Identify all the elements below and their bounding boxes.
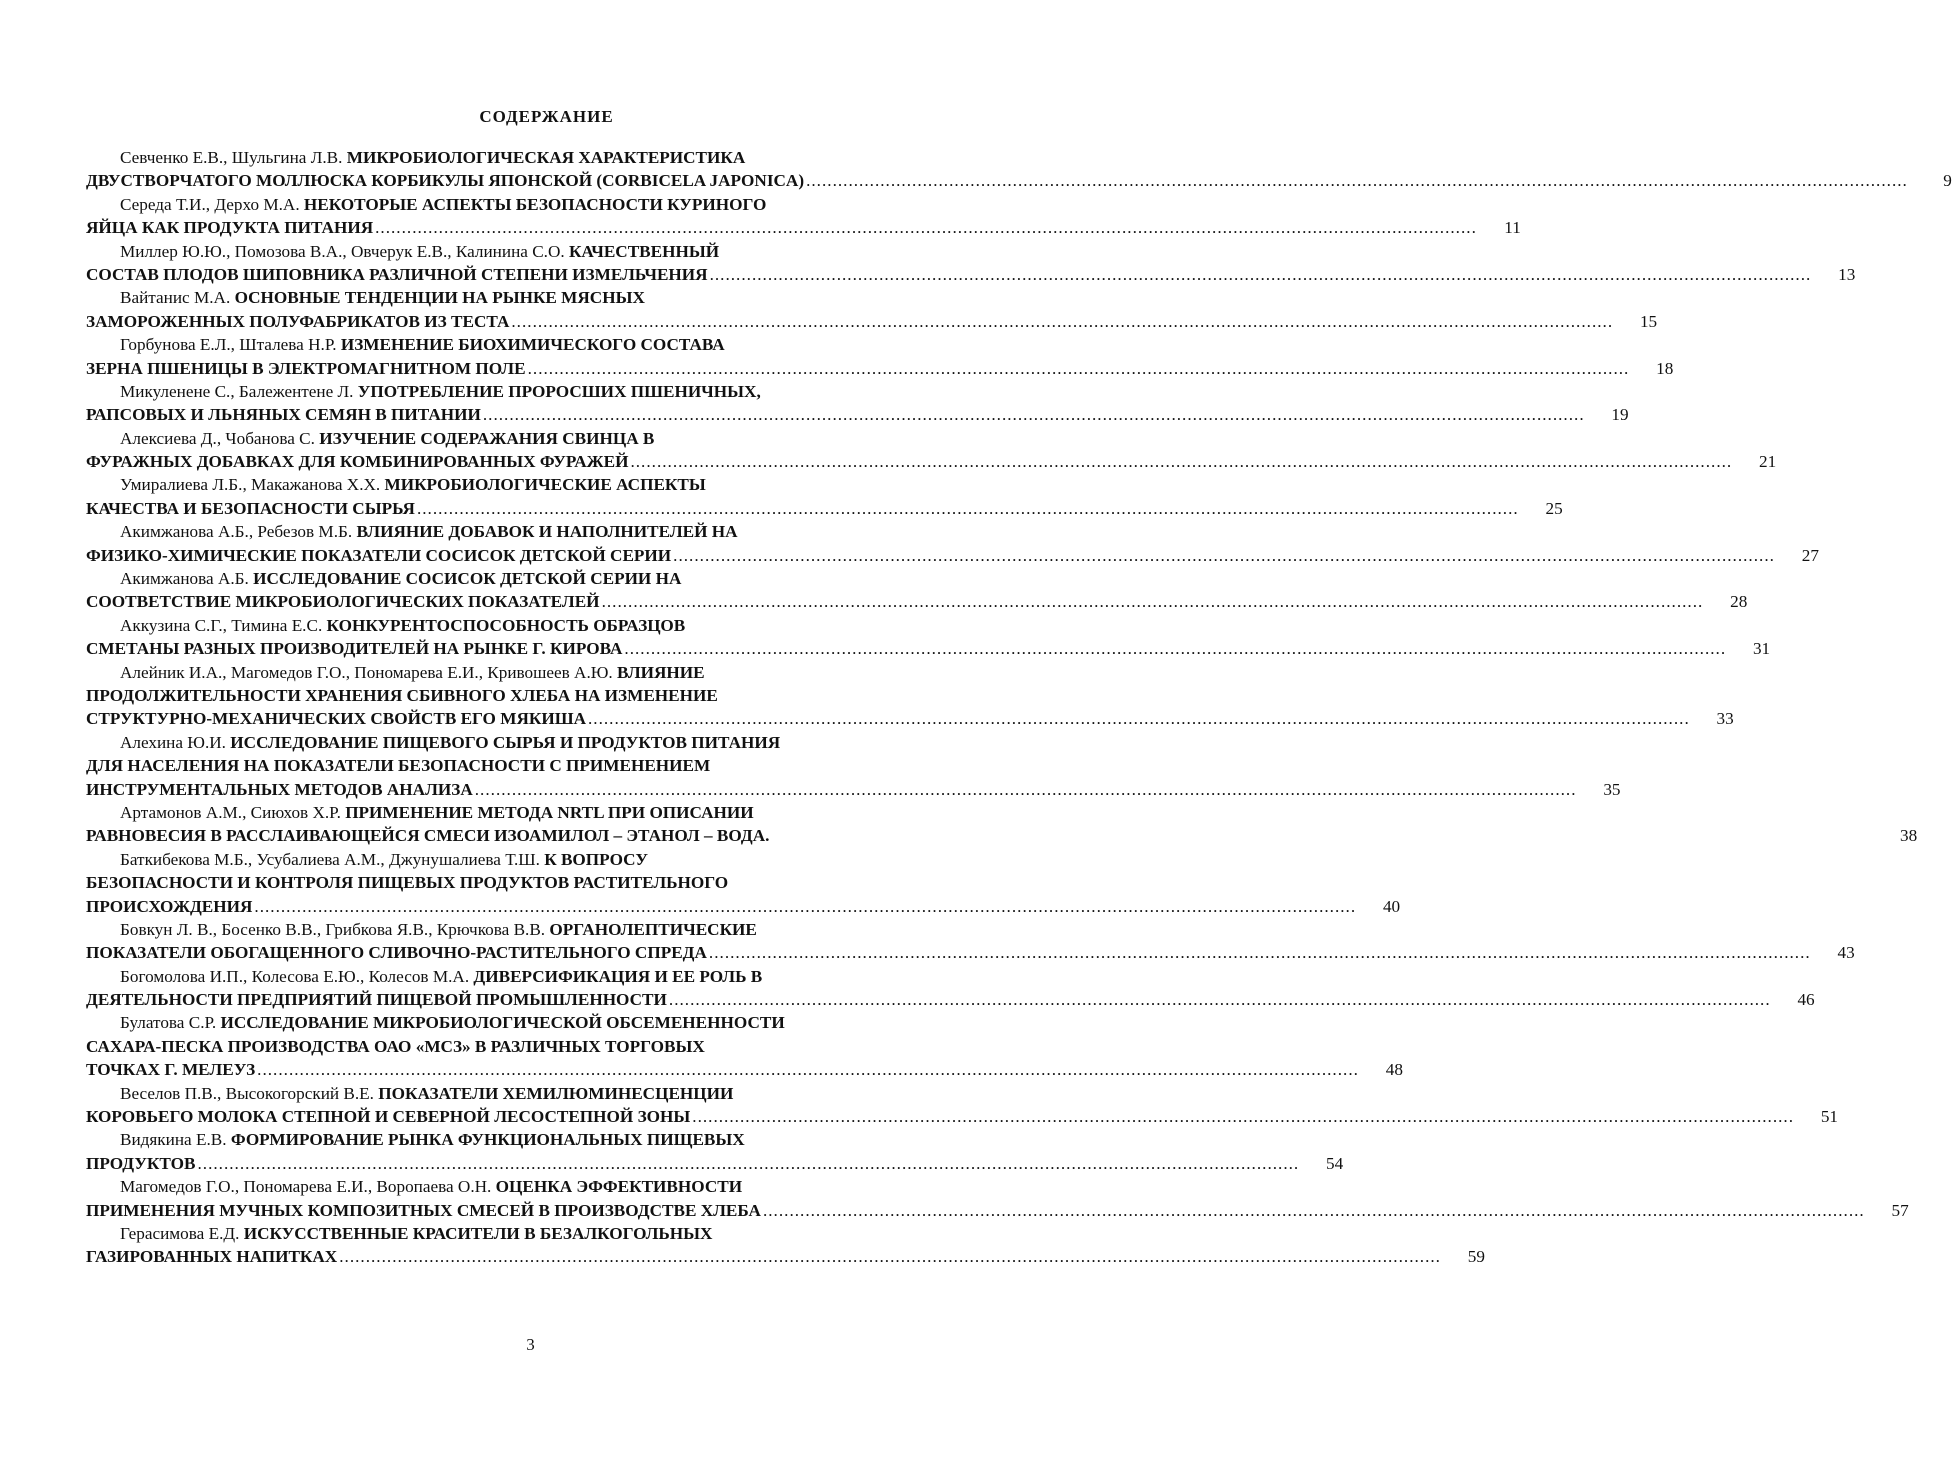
dot-leader	[511, 310, 1613, 333]
toc-entry-title: КОРОВЬЕГО МОЛОКА СТЕПНОЙ И СЕВЕРНОЙ ЛЕСОСТЕПНОЙ ЗОНЫ	[86, 1107, 691, 1127]
toc-entry-title: РАПСОВЫХ И ЛЬНЯНЫХ СЕМЯН В ПИТАНИИ	[86, 405, 481, 425]
toc-entry-title: ДВУСТВОРЧАТОГО МОЛЛЮСКА КОРБИКУЛЫ ЯПОНСКОЙ (CORBICELA JAPONICA)	[86, 171, 805, 191]
toc-entry-page: 19	[1611, 405, 1629, 425]
toc-entry-page: 54	[1326, 1153, 1344, 1173]
toc-entry	[86, 801, 1918, 848]
dot-leader	[417, 497, 1519, 520]
toc-entry-page: 25	[1545, 498, 1563, 518]
dot-leader	[692, 1105, 1794, 1128]
toc-entry-title: ВЛИЯНИЕ ДОБАВОК И НАПОЛНИТЕЛЕЙ НА	[356, 522, 738, 542]
toc-entry-authors: Алейник И.А., Магомедов Г.О., Пономарева Е.И., Кривошеев А.Ю.	[120, 662, 613, 682]
toc-entry-line	[86, 707, 1734, 730]
toc-entry	[86, 848, 1401, 918]
toc-entry-title: СОСТАВ ПЛОДОВ ШИПОВНИКА РАЗЛИЧНОЙ СТЕПЕНИ ИЗМЕЛЬЧЕНИЯ	[86, 264, 708, 284]
toc-entry-line	[86, 1082, 986, 1105]
toc-entry-title: МИКРОБИОЛОГИЧЕСКАЯ ХАРАКТЕРИСТИКА	[346, 148, 746, 167]
toc-entry-line	[86, 427, 986, 450]
dot-leader	[375, 216, 1477, 239]
toc-entry-title: КАЧЕСТВЕННЫЙ	[568, 241, 720, 261]
toc-entry-page: 31	[1752, 639, 1771, 659]
toc-entry-authors: Умиралиева Л.Б., Макажанова Х.Х.	[120, 475, 381, 495]
toc-entry-line	[86, 871, 986, 894]
toc-entry-title: КОНКУРЕНТОСПОСОБНОСТЬ ОБРАЗЦОВ	[326, 615, 686, 635]
dot-leader	[483, 403, 1585, 426]
toc-entry-line	[86, 169, 1952, 192]
toc-entry-title: ИЗМЕНЕНИЕ БИОХИМИЧЕСКОГО СОСТАВА	[340, 335, 725, 355]
toc-entry	[86, 567, 1748, 614]
toc-entry-line	[86, 310, 1658, 333]
toc-entry-authors: Микуленене С., Балежентене Л.	[120, 381, 354, 401]
toc-entry	[86, 1082, 1839, 1129]
toc-entry-line	[86, 240, 986, 263]
toc-entry-title: ИНСТРУМЕНТАЛЬНЫХ МЕТОДОВ АНАЛИЗА	[86, 779, 473, 799]
toc-entry-line	[86, 941, 1855, 964]
dot-leader	[254, 895, 1356, 918]
toc-entry-title: ИСКУССТВЕННЫЕ КРАСИТЕЛИ В БЕЗАЛКОГОЛЬНЫХ	[243, 1223, 713, 1243]
toc-entry-title: ПОКАЗАТЕЛИ ХЕМИЛЮМИНЕСЦЕНЦИИ	[378, 1083, 734, 1103]
toc-entry-line	[86, 918, 986, 941]
toc-entry	[86, 520, 1819, 567]
toc-entry-title: ПОКАЗАТЕЛИ ОБОГАЩЕННОГО СЛИВОЧНО-РАСТИТЕЛЬНОГО СПРЕДА	[86, 943, 707, 963]
toc-entry-line	[86, 216, 1521, 239]
toc-entry-authors: Акимжанова А.Б.	[120, 569, 249, 589]
toc-entry-authors: Алексиева Д., Чобанова С.	[120, 428, 315, 448]
toc-entry-line	[86, 357, 1674, 380]
toc-entry-line	[86, 1128, 986, 1151]
toc-entry-title: ПРИМЕНЕНИЕ МЕТОДА NRTL ПРИ ОПИСАНИИ	[345, 802, 754, 822]
toc-entry-title: НЕКОТОРЫЕ АСПЕКТЫ БЕЗОПАСНОСТИ КУРИНОГО	[303, 194, 767, 214]
toc-entry-line	[86, 824, 1918, 847]
toc-entry-title: СООТВЕТСТВИЕ МИКРОБИОЛОГИЧЕСКИХ ПОКАЗАТЕЛЕЙ	[86, 592, 600, 612]
dot-leader	[630, 450, 1732, 473]
toc-entry	[86, 427, 1777, 474]
toc-entry-title: ПРИМЕНЕНИЯ МУЧНЫХ КОМПОЗИТНЫХ СМЕСЕЙ В ПРОИЗВОДСТВЕ ХЛЕБА	[86, 1200, 761, 1220]
toc-entry	[86, 333, 1674, 380]
toc-entry-page: 15	[1639, 311, 1658, 331]
toc-entry-authors: Бовкун Л. В., Босенко В.В., Грибкова Я.В., Крючкова В.В.	[120, 919, 546, 939]
toc-entry-line	[86, 333, 986, 356]
toc-entry-line	[86, 684, 986, 707]
toc-entry-line	[86, 544, 1819, 567]
toc-entry-authors: Акимжанова А.Б., Ребезов М.Б.	[120, 522, 353, 542]
toc-entry-line	[86, 473, 986, 496]
toc-entry-line	[86, 403, 1629, 426]
dot-leader	[710, 263, 1812, 286]
toc-entry-line	[86, 146, 986, 169]
toc-entry	[86, 965, 1815, 1012]
dot-leader	[528, 357, 1630, 380]
dot-leader	[257, 1058, 1359, 1081]
dot-leader	[602, 590, 1704, 613]
toc-entry-authors: Веселов П.В., Высокогорский В.Е.	[120, 1083, 374, 1103]
toc-entry-line	[86, 1222, 986, 1245]
toc-entry-title: ДЕЯТЕЛЬНОСТИ ПРЕДПРИЯТИЙ ПИЩЕВОЙ ПРОМЫШЛЕННОСТИ	[86, 990, 667, 1010]
dot-leader	[475, 778, 1577, 801]
toc-entry-title: ОРГАНОЛЕПТИЧЕСКИЕ	[549, 919, 757, 939]
toc-entry	[86, 918, 1855, 965]
toc-entry-page: 9	[1943, 171, 1952, 191]
toc-entry-title: БЕЗОПАСНОСТИ И КОНТРОЛЯ ПИЩЕВЫХ ПРОДУКТОВ РАСТИТЕЛЬНОГО	[86, 873, 729, 893]
toc-entry-page: 28	[1730, 592, 1748, 612]
toc-entry-authors: Севченко Е.В., Шульгина Л.В.	[120, 148, 343, 167]
toc-entry-title: ИЗУЧЕНИЕ СОДЕРАЖАНИЯ СВИНЦА В	[319, 428, 655, 448]
toc-entry-title: ДЛЯ НАСЕЛЕНИЯ НА ПОКАЗАТЕЛИ БЕЗОПАСНОСТИ С ПРИМЕНЕНИЕМ	[86, 756, 711, 776]
dot-leader	[673, 544, 1775, 567]
toc-entry-line	[86, 193, 986, 216]
toc-entry-line	[86, 731, 986, 754]
toc-entry-line	[86, 614, 986, 637]
toc-entry	[86, 240, 1856, 287]
toc-entry-line	[86, 263, 1856, 286]
toc-entry	[86, 146, 1952, 193]
toc-entry-line	[86, 1175, 986, 1198]
toc-entry-title: ОЦЕНКА ЭФФЕКТИВНОСТИ	[495, 1177, 743, 1197]
toc-entry-page: 33	[1716, 709, 1734, 729]
toc-entry-authors: Вайтанис М.А.	[120, 288, 231, 308]
toc-entry-title: ИССЛЕДОВАНИЕ СОСИСОК ДЕТСКОЙ СЕРИИ НА	[253, 569, 682, 589]
toc-entry	[86, 473, 1563, 520]
toc-entry-page: 27	[1801, 545, 1819, 565]
toc-entry-authors: Магомедов Г.О., Пономарева Е.И., Воропаева О.Н.	[120, 1177, 492, 1197]
toc-entry-authors: Видякина Е.В.	[120, 1130, 227, 1150]
toc-entry-line	[86, 1245, 1485, 1268]
toc-entry-title: ЗАМОРОЖЕННЫХ ПОЛУФАБРИКАТОВ ИЗ ТЕСТА	[86, 311, 510, 331]
toc-entry-authors: Миллер Ю.Ю., Помозова В.А., Овчерук Е.В., Калинина С.О.	[120, 241, 565, 261]
toc-entry	[86, 614, 1771, 661]
toc-entry-line	[86, 450, 1777, 473]
toc-entry-title: ЯЙЦА КАК ПРОДУКТА ПИТАНИЯ	[86, 218, 374, 238]
toc-entry-title: МИКРОБИОЛОГИЧЕСКИЕ АСПЕКТЫ	[384, 475, 706, 495]
toc-entry-page: 13	[1838, 264, 1856, 284]
dot-leader	[624, 637, 1726, 660]
toc-entry-line	[86, 661, 986, 684]
toc-entry-line	[86, 754, 986, 777]
toc-entry-title: СТРУКТУРНО-МЕХАНИЧЕСКИХ СВОЙСТВ ЕГО МЯКИША	[86, 709, 586, 729]
toc-entry-title: ГАЗИРОВАННЫХ НАПИТКАХ	[86, 1247, 338, 1267]
toc-entry-line	[86, 1152, 1344, 1175]
toc-entry-title: КАЧЕСТВА И БЕЗОПАСНОСТИ СЫРЬЯ	[86, 498, 415, 518]
toc-entry-page: 48	[1385, 1060, 1403, 1080]
toc-entry-line	[86, 801, 986, 824]
toc-entry-line	[86, 286, 986, 309]
toc-entry	[86, 1128, 1344, 1175]
toc-entry-page: 46	[1797, 990, 1815, 1010]
toc-entry-page: 57	[1891, 1200, 1909, 1220]
dot-leader	[806, 169, 1908, 192]
toc-entry-page: 51	[1820, 1107, 1839, 1127]
toc-entry-title: СМЕТАНЫ РАЗНЫХ ПРОИЗВОДИТЕЛЕЙ НА РЫНКЕ Г. КИРОВА	[86, 639, 623, 659]
toc-entry-title: РАВНОВЕСИЯ В РАССЛАИВАЮЩЕЙСЯ СМЕСИ ИЗОАМИЛОЛ – ЭТАНОЛ – ВОДА.	[86, 826, 770, 846]
toc-entry-line	[86, 520, 986, 543]
toc-entry	[86, 1222, 1485, 1269]
toc-entry-line	[86, 965, 986, 988]
toc-entry-line	[86, 895, 1401, 918]
toc-entry-page: 59	[1467, 1247, 1485, 1267]
toc-entry-page: 18	[1656, 358, 1674, 378]
dot-leader	[709, 941, 1811, 964]
dot-leader	[588, 707, 1690, 730]
page-title: СОДЕРЖАНИЕ	[479, 107, 614, 126]
toc-entry-title: ТОЧКАХ Г. МЕЛЕУЗ	[86, 1060, 256, 1080]
page-number: 3	[526, 1335, 535, 1354]
toc-entry-title: ПРОДОЛЖИТЕЛЬНОСТИ ХРАНЕНИЯ СБИВНОГО ХЛЕБА НА ИЗМЕНЕНИЕ	[86, 685, 718, 705]
toc-entry-line	[86, 590, 1748, 613]
toc-entry-line	[86, 1035, 986, 1058]
toc-entry-page: 40	[1382, 896, 1401, 916]
toc-entry-page: 11	[1504, 218, 1521, 238]
toc-entry-line	[86, 497, 1563, 520]
toc-entry	[86, 661, 1734, 731]
toc-entry	[86, 193, 1521, 240]
toc-entry-title: ВЛИЯНИЕ	[617, 662, 705, 682]
toc-entry	[86, 731, 1621, 801]
toc-entry-title: ИССЛЕДОВАНИЕ МИКРОБИОЛОГИЧЕСКОЙ ОБСЕМЕНЕННОСТИ	[220, 1013, 785, 1033]
toc-entry-authors: Артамонов А.М., Сиюхов Х.Р.	[120, 802, 341, 822]
toc-entry	[86, 1175, 1909, 1222]
toc-entry	[86, 286, 1658, 333]
toc-entry-page: 38	[1899, 826, 1918, 846]
toc-entry-page: 21	[1759, 452, 1777, 472]
toc-entry-title: УПОТРЕБЛЕНИЕ ПРОРОСШИХ ПШЕНИЧНЫХ,	[357, 381, 761, 401]
dot-leader	[763, 1199, 1865, 1222]
toc-entry-authors: Герасимова Е.Д.	[120, 1223, 240, 1243]
toc-entry-title: ФОРМИРОВАНИЕ РЫНКА ФУНКЦИОНАЛЬНЫХ ПИЩЕВЫХ	[230, 1130, 745, 1150]
toc-entry-title: ПРОИСХОЖДЕНИЯ	[86, 896, 253, 916]
toc-entry-line	[86, 1199, 1909, 1222]
toc-entry-authors: Богомолова И.П., Колесова Е.Ю., Колесов М.А.	[120, 966, 470, 986]
toc-entry-title: ПРОДУКТОВ	[86, 1153, 196, 1173]
toc-entry-title: ОСНОВНЫЕ ТЕНДЕНЦИИ НА РЫНКЕ МЯСНЫХ	[234, 288, 645, 308]
toc-entry-title: К ВОПРОСУ	[544, 849, 648, 869]
toc-entry-authors: Аккузина С.Г., Тимина Е.С.	[120, 615, 323, 635]
toc-entry-line	[86, 637, 1771, 660]
toc-entry-page: 35	[1603, 779, 1621, 799]
dot-leader	[669, 988, 1771, 1011]
toc-entry-line	[86, 848, 986, 871]
toc-entry-title: ДИВЕРСИФИКАЦИЯ И ЕЕ РОЛЬ В	[473, 966, 763, 986]
toc-entry-authors: Алехина Ю.И.	[120, 732, 226, 752]
toc-entry-authors: Середа Т.И., Дерхо М.А.	[120, 194, 300, 214]
toc-entry-authors: Баткибекова М.Б., Усубалиева А.М., Джунушалиева Т.Ш.	[120, 849, 540, 869]
toc-entry-title: ФУРАЖНЫХ ДОБАВКАХ ДЛЯ КОМБИНИРОВАННЫХ ФУРАЖЕЙ	[86, 452, 629, 472]
dot-leader	[339, 1245, 1441, 1268]
toc-entry-page: 43	[1837, 943, 1855, 963]
toc-entry-title: ФИЗИКО-ХИМИЧЕСКИЕ ПОКАЗАТЕЛИ СОСИСОК ДЕТСКОЙ СЕРИИ	[86, 545, 672, 565]
dot-leader	[197, 1152, 1299, 1175]
toc-entry-authors: Булатова С.Р.	[120, 1013, 217, 1033]
toc-entry-line	[86, 1011, 986, 1034]
toc-entry-line	[86, 567, 986, 590]
toc-entry-title: ИССЛЕДОВАНИЕ ПИЩЕВОГО СЫРЬЯ И ПРОДУКТОВ ПИТАНИЯ	[230, 732, 781, 752]
toc-entry-title: ЗЕРНА ПШЕНИЦЫ В ЭЛЕКТРОМАГНИТНОМ ПОЛЕ	[86, 358, 526, 378]
toc-entry-line	[86, 778, 1621, 801]
toc-entry-line	[86, 1058, 1403, 1081]
toc-entry-title: САХАРА-ПЕСКА ПРОИЗВОДСТВА ОАО «МСЗ» В РАЗЛИЧНЫХ ТОРГОВЫХ	[86, 1036, 705, 1056]
toc-entry-line	[86, 380, 986, 403]
toc-entry	[86, 380, 1629, 427]
toc-entry	[86, 1011, 1403, 1081]
toc-entry-line	[86, 988, 1815, 1011]
toc-entry-line	[86, 1105, 1839, 1128]
toc-entry-authors: Горбунова Е.Л., Шталева Н.Р.	[120, 335, 337, 355]
table-of-contents	[86, 146, 1952, 1269]
